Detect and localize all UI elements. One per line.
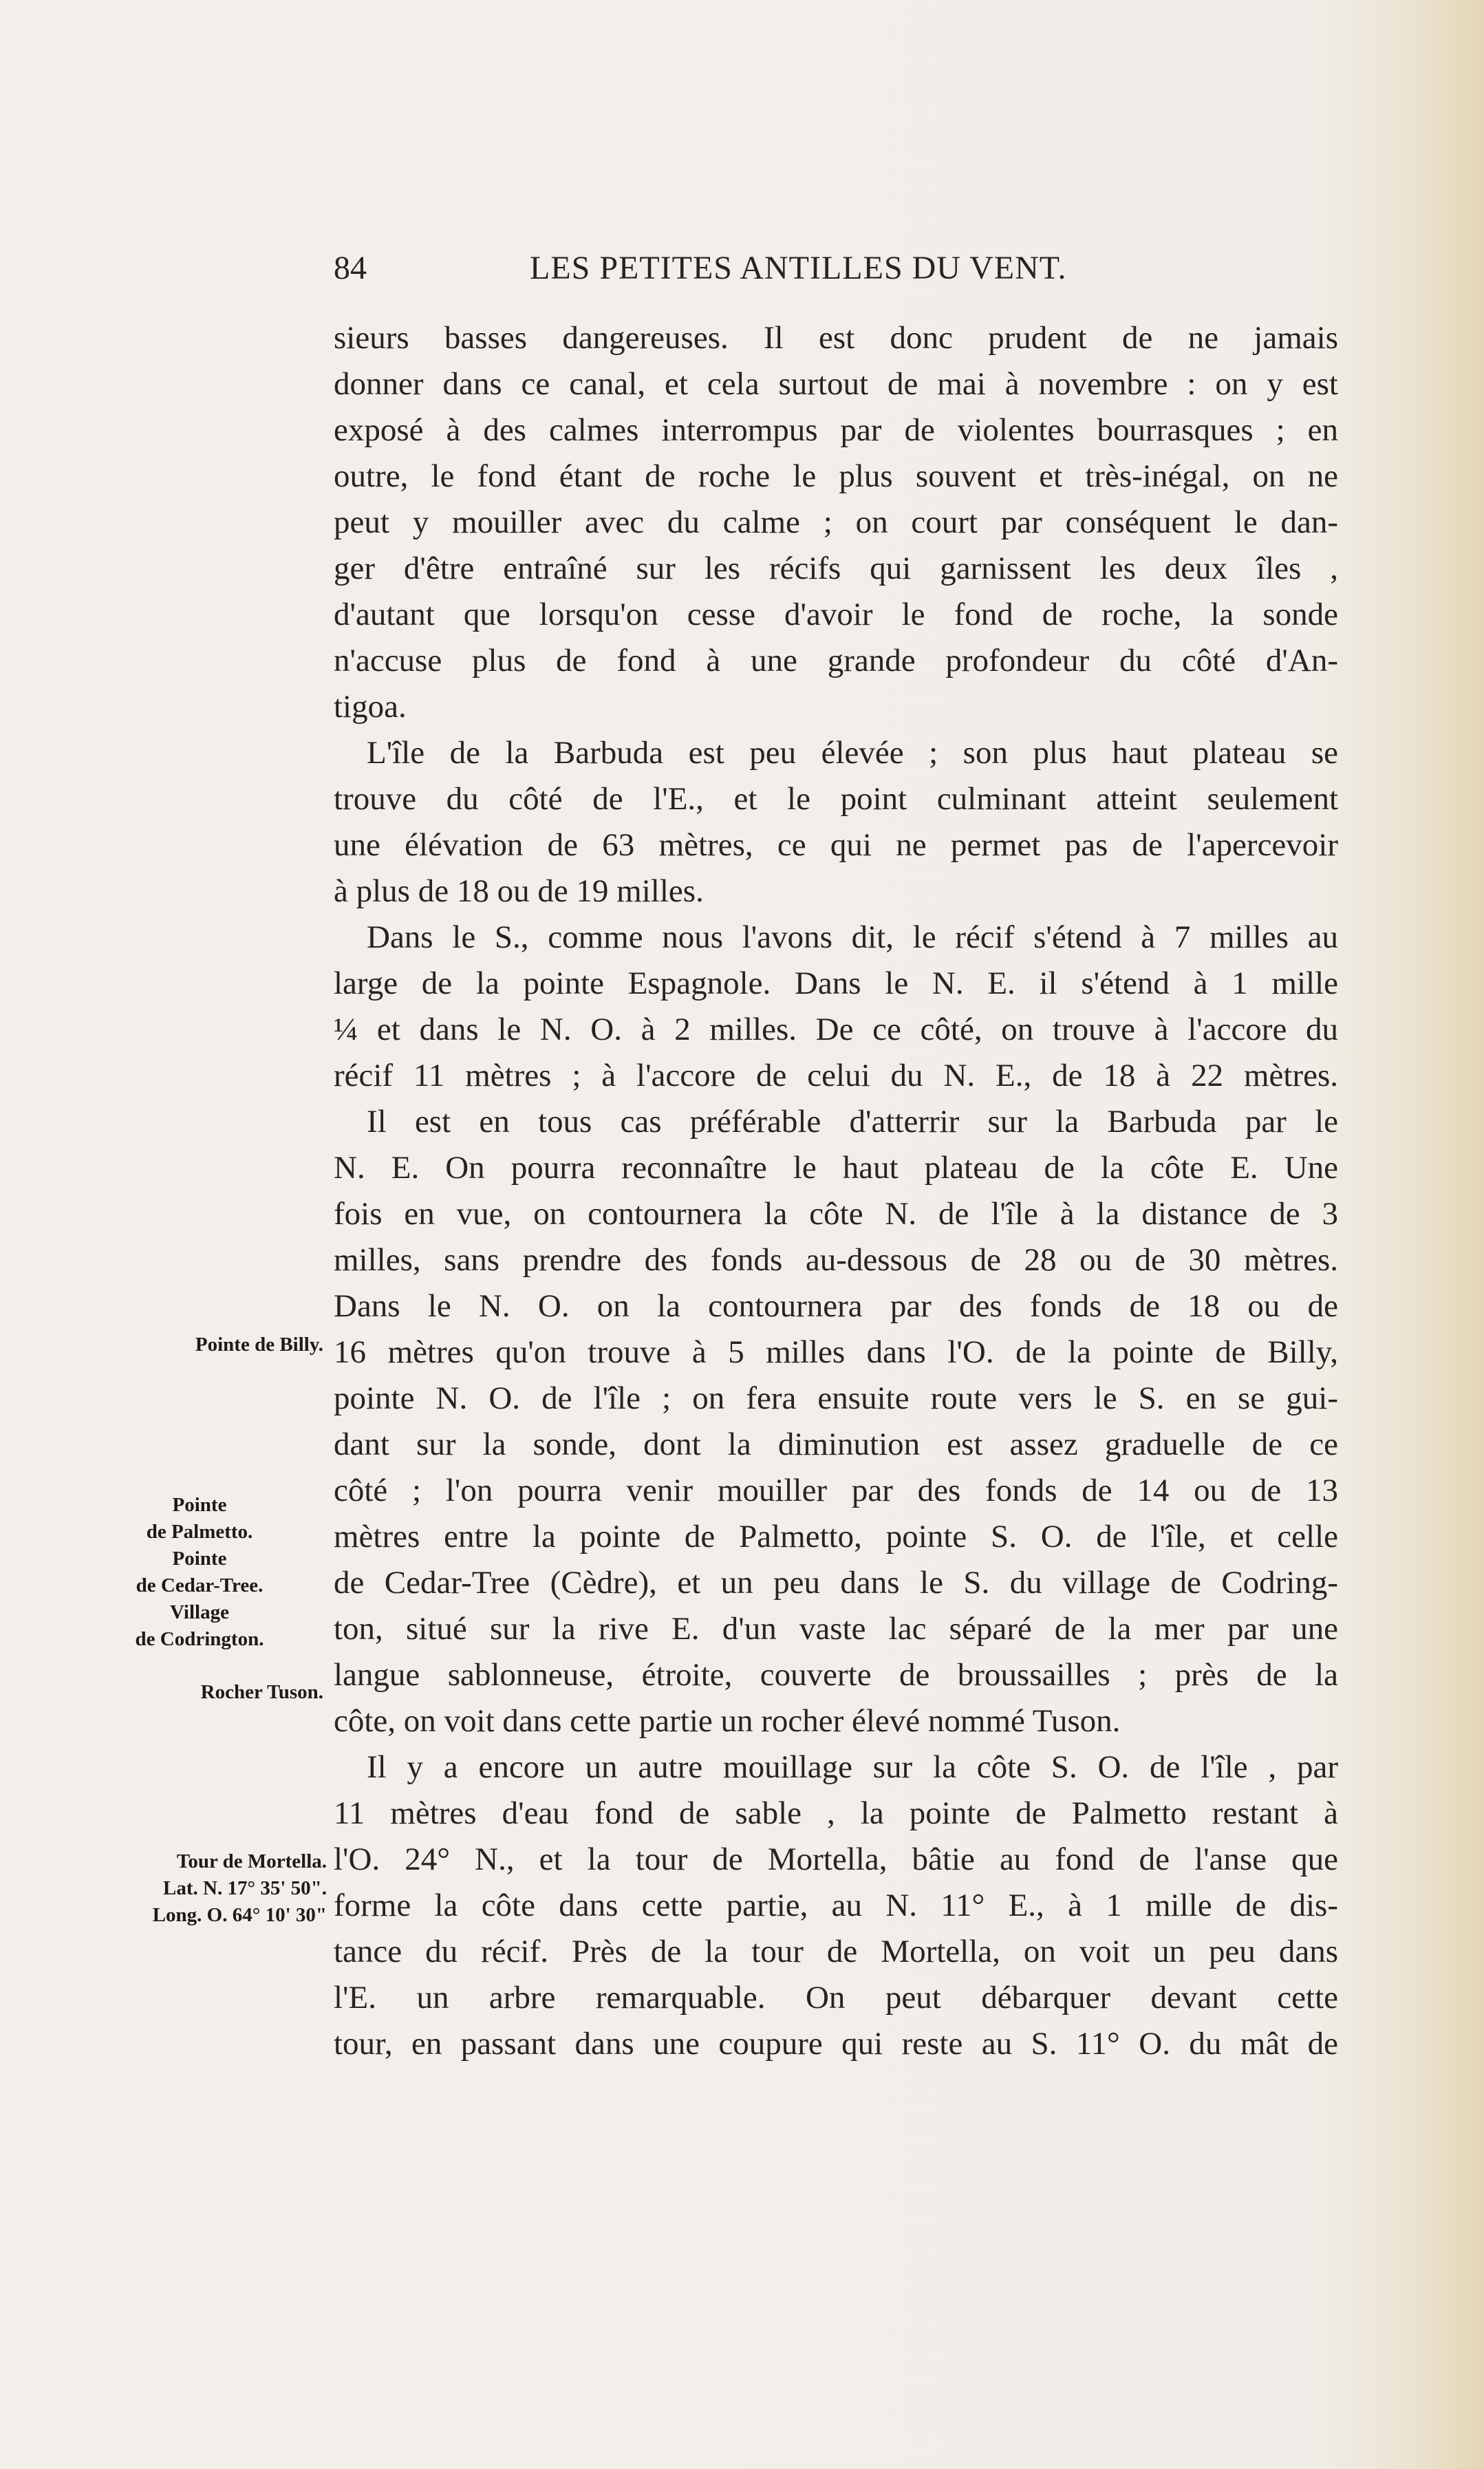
text-line: à plus de 18 ou de 19 milles. [334, 873, 704, 909]
text-line: l'O. 24° N., et la tour de Mortella, bâtie au fond de l'anse que [334, 1841, 1338, 1877]
margin-note-pointe-de-billy: Pointe de Billy. [195, 1334, 323, 1356]
text-line: une élévation de 63 mètres, ce qui ne permet pas de l'apercevoir [334, 827, 1338, 863]
margin-note-line: Village [170, 1601, 229, 1623]
text-line: côté ; l'on pourra venir mouiller par des fonds de 14 ou de 13 [334, 1473, 1338, 1508]
text-line: L'île de la Barbuda est peu élevée ; son plus haut plateau se [367, 735, 1338, 771]
text-line: sieurs basses dangereuses. Il est donc prudent de ne jamais [334, 320, 1338, 356]
margin-note-line: Tour de Mortella. [176, 1850, 327, 1872]
page-number: 84 [334, 250, 367, 286]
text-line: dant sur la sonde, dont la diminution est assez graduelle de ce [334, 1426, 1338, 1462]
text-line: de Cedar-Tree (Cèdre), et un peu dans le S. du village de Codring- [334, 1565, 1338, 1601]
margin-note-line: Long. O. 64° 10' 30" [152, 1904, 327, 1926]
text-line: Il est en tous cas préférable d'atterrir sur la Barbuda par le [367, 1104, 1338, 1140]
text-line: fois en vue, on contournera la côte N. de l'île à la distance de 3 [334, 1196, 1338, 1232]
body-text [334, 315, 1338, 2067]
running-header [334, 249, 1338, 290]
margin-note-line: Lat. N. 17° 35' 50". [163, 1877, 327, 1899]
text-line: tour, en passant dans une coupure qui reste au S. 11° O. du mât de [334, 2026, 1338, 2062]
text-line: pointe N. O. de l'île ; on fera ensuite route vers le S. en se gui- [334, 1380, 1338, 1416]
margin-note-line: de Codrington. [135, 1628, 264, 1650]
text-line: Il y a encore un autre mouillage sur la côte S. O. de l'île , par [367, 1749, 1338, 1785]
margin-note-line: de Cedar-Tree. [136, 1574, 264, 1596]
text-line: n'accuse plus de fond à une grande profondeur du côté d'An- [334, 643, 1338, 678]
text-line: donner dans ce canal, et cela surtout de mai à novembre : on y est [334, 366, 1338, 402]
text-line: tigoa. [334, 689, 407, 725]
text-line: langue sablonneuse, étroite, couverte de broussailles ; près de la [334, 1657, 1338, 1693]
text-line: milles, sans prendre des fonds au-dessous de 28 ou de 30 mètres. [334, 1242, 1338, 1278]
running-title: LES PETITES ANTILLES DU VENT. [530, 250, 1067, 286]
text-line: trouve du côté de l'E., et le point culminant atteint seulement [334, 781, 1338, 817]
margin-note-tour-de-mortella [83, 1848, 327, 1929]
text-line: exposé à des calmes interrompus par de violentes bourrasques ; en [334, 412, 1338, 448]
text-line: Dans le S., comme nous l'avons dit, le récif s'étend à 7 milles au [367, 919, 1338, 955]
margin-note-line: Pointe [172, 1494, 227, 1516]
text-line: côte, on voit dans cette partie un rocher élevé nommé Tuson. [334, 1703, 1121, 1739]
text-line: Dans le N. O. on la contournera par des fonds de 18 ou de [334, 1288, 1338, 1324]
text-line: outre, le fond étant de roche le plus souvent et très-inégal, on ne [334, 458, 1338, 494]
text-line: 11 mètres d'eau fond de sable , la pointe de Palmetto restant à [334, 1795, 1338, 1831]
text-line: d'autant que lorsqu'on cesse d'avoir le fond de roche, la sonde [334, 597, 1338, 632]
text-line: 16 mètres qu'on trouve à 5 milles dans l'O. de la pointe de Billy, [334, 1334, 1338, 1370]
text-line: large de la pointe Espagnole. Dans le N. E. il s'étend à 1 mille [334, 965, 1338, 1001]
text-line: ¼ et dans le N. O. à 2 milles. De ce côté, on trouve à l'accore du [334, 1012, 1338, 1047]
margin-note-rocher-tuson: Rocher Tuson. [200, 1681, 323, 1703]
text-line: tance du récif. Près de la tour de Mortella, on voit un peu dans [334, 1934, 1338, 1969]
text-line: peut y mouiller avec du calme ; on court par conséquent le dan- [334, 504, 1338, 540]
margin-note-line: de Palmetto. [146, 1521, 253, 1543]
margin-note-line: Pointe [172, 1548, 227, 1570]
text-line: l'E. un arbre remarquable. On peut débarquer devant cette [334, 1980, 1338, 2016]
text-line: ton, situé sur la rive E. d'un vaste lac séparé de la mer par une [334, 1611, 1338, 1647]
margin-note-palmetto-cedar-codrington [76, 1492, 323, 1653]
text-line: récif 11 mètres ; à l'accore de celui du N. E., de 18 à 22 mètres. [334, 1058, 1338, 1093]
text-line: ger d'être entraîné sur les récifs qui garnissent les deux îles , [334, 551, 1338, 586]
text-line: N. E. On pourra reconnaître le haut plateau de la côte E. Une [334, 1150, 1338, 1186]
text-line: forme la côte dans cette partie, au N. 11° E., à 1 mille de dis- [334, 1888, 1338, 1923]
text-line: mètres entre la pointe de Palmetto, pointe S. O. de l'île, et celle [334, 1519, 1338, 1554]
